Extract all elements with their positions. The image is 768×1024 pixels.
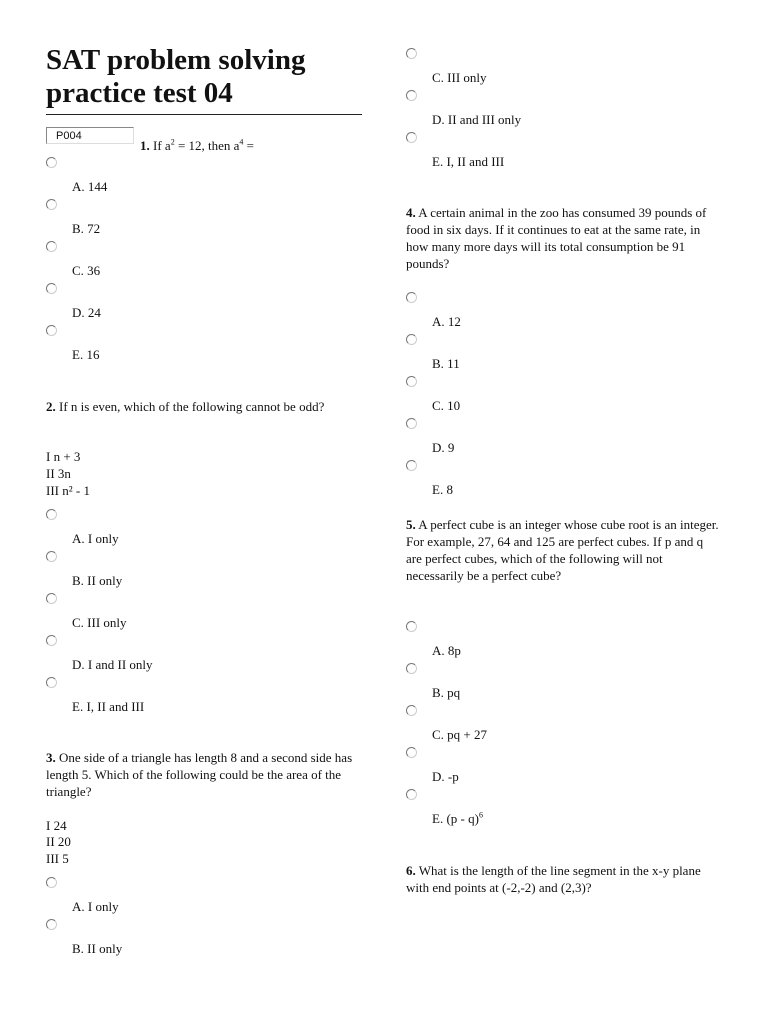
q5-option-e-label: E. (p - q)$^6$ bbox=[432, 810, 483, 826]
q2-option-e-radio[interactable] bbox=[46, 677, 57, 688]
q3-option-e-radio[interactable] bbox=[406, 132, 417, 143]
q5-option-d-radio[interactable] bbox=[406, 747, 417, 758]
question-1-text: 1. If $a^2 = 12$, then $a^4$ = bbox=[140, 137, 255, 153]
q3-option-a-radio[interactable] bbox=[46, 877, 57, 888]
question-6-text: 6. What is the length of the line segment in the x-y plane with end points at (-2,-2) and (2,3)? bbox=[406, 863, 701, 895]
q5-option-c-label: C. pq + 27 bbox=[432, 727, 488, 742]
q1-option-e-radio[interactable] bbox=[46, 325, 57, 336]
q2-statement-3: III n² - 1 bbox=[46, 483, 90, 498]
q2-option-a-label: A. I only bbox=[72, 531, 119, 546]
q2-option-d-label: D. I and II only bbox=[72, 657, 153, 672]
q2-option-d-radio[interactable] bbox=[46, 635, 57, 646]
q3-option-c-radio[interactable] bbox=[406, 48, 417, 59]
q4-option-d-label: D. 9 bbox=[432, 440, 455, 455]
q4-option-c-radio[interactable] bbox=[406, 376, 417, 387]
q4-option-e-label: E. 8 bbox=[432, 482, 453, 497]
q3-option-e-label: E. I, II and III bbox=[432, 154, 505, 169]
q2-option-c-radio[interactable] bbox=[46, 593, 57, 604]
question-4-number: 4. bbox=[406, 205, 416, 220]
question-3-text: 3. One side of a triangle has length 8 and a second side has length 5. Which of the following could be the area of the triangle? bbox=[46, 750, 353, 799]
q3-option-d-label: D. II and III only bbox=[432, 112, 522, 127]
q3-option-b-label: B. II only bbox=[72, 941, 123, 956]
q1-option-c-label: C. 36 bbox=[72, 263, 101, 278]
q1-option-e-label: E. 16 bbox=[72, 347, 100, 362]
q1-option-b-radio[interactable] bbox=[46, 199, 57, 210]
q3-option-a-label: A. I only bbox=[72, 899, 119, 914]
question-3-number: 3. bbox=[46, 750, 56, 765]
q3-option-b-radio[interactable] bbox=[46, 919, 57, 930]
q5-option-b-radio[interactable] bbox=[406, 663, 417, 674]
q5-option-c-radio[interactable] bbox=[406, 705, 417, 716]
q3-option-c-label: C. III only bbox=[432, 70, 487, 85]
q2-option-c-label: C. III only bbox=[72, 615, 127, 630]
q3-option-d-radio[interactable] bbox=[406, 90, 417, 101]
q4-option-e-radio[interactable] bbox=[406, 460, 417, 471]
q1-option-b-label: B. 72 bbox=[72, 221, 101, 236]
question-4-text: 4. A certain animal in the zoo has consumed 39 pounds of food in six days. If it continues to eat at the same rate, in how many more days will its total consumption be 91 pounds? bbox=[406, 205, 707, 271]
q1-option-d-radio[interactable] bbox=[46, 283, 57, 294]
q3-statement-2: II 20 bbox=[46, 834, 71, 849]
question-1-number: 1. bbox=[140, 138, 150, 153]
q3-statement-1: I 24 bbox=[46, 818, 67, 833]
q5-option-a-radio[interactable] bbox=[406, 621, 417, 632]
q2-statement-1: I n + 3 bbox=[46, 449, 81, 464]
q3-statement-3: III 5 bbox=[46, 851, 69, 866]
q2-option-b-label: B. II only bbox=[72, 573, 123, 588]
question-6-number: 6. bbox=[406, 863, 416, 878]
q5-option-b-label: B. pq bbox=[432, 685, 461, 700]
q1-option-a-label: A. 144 bbox=[72, 179, 108, 194]
question-2-text: 2. If n is even, which of the following cannot be odd? bbox=[46, 399, 325, 414]
q2-option-e-label: E. I, II and III bbox=[72, 699, 145, 714]
q1-option-c-radio[interactable] bbox=[46, 241, 57, 252]
page-title: SAT problem solving practice test 04 bbox=[46, 44, 362, 115]
q2-option-b-radio[interactable] bbox=[46, 551, 57, 562]
q5-option-e-radio[interactable] bbox=[406, 789, 417, 800]
q4-option-c-label: C. 10 bbox=[432, 398, 461, 413]
q1-option-d-label: D. 24 bbox=[72, 305, 101, 320]
q5-option-a-label: A. 8p bbox=[432, 643, 461, 658]
q2-statement-2: II 3n bbox=[46, 466, 71, 481]
question-id-field[interactable]: P004 bbox=[46, 127, 134, 144]
question-5-text: 5. A perfect cube is an integer whose cube root is an integer. For example, 27, 64 and 125 are perfect cubes. If p and q are perfect cubes, which of the following will not necessarily be a perfect cube? bbox=[406, 517, 719, 583]
q4-option-a-radio[interactable] bbox=[406, 292, 417, 303]
q4-option-b-label: B. 11 bbox=[432, 356, 460, 371]
q4-option-b-radio[interactable] bbox=[406, 334, 417, 345]
q4-option-a-label: A. 12 bbox=[432, 314, 461, 329]
question-5-number: 5. bbox=[406, 517, 416, 532]
q2-option-a-radio[interactable] bbox=[46, 509, 57, 520]
question-2-number: 2. bbox=[46, 399, 56, 414]
q4-option-d-radio[interactable] bbox=[406, 418, 417, 429]
q1-option-a-radio[interactable] bbox=[46, 157, 57, 168]
q5-option-d-label: D. -p bbox=[432, 769, 459, 784]
